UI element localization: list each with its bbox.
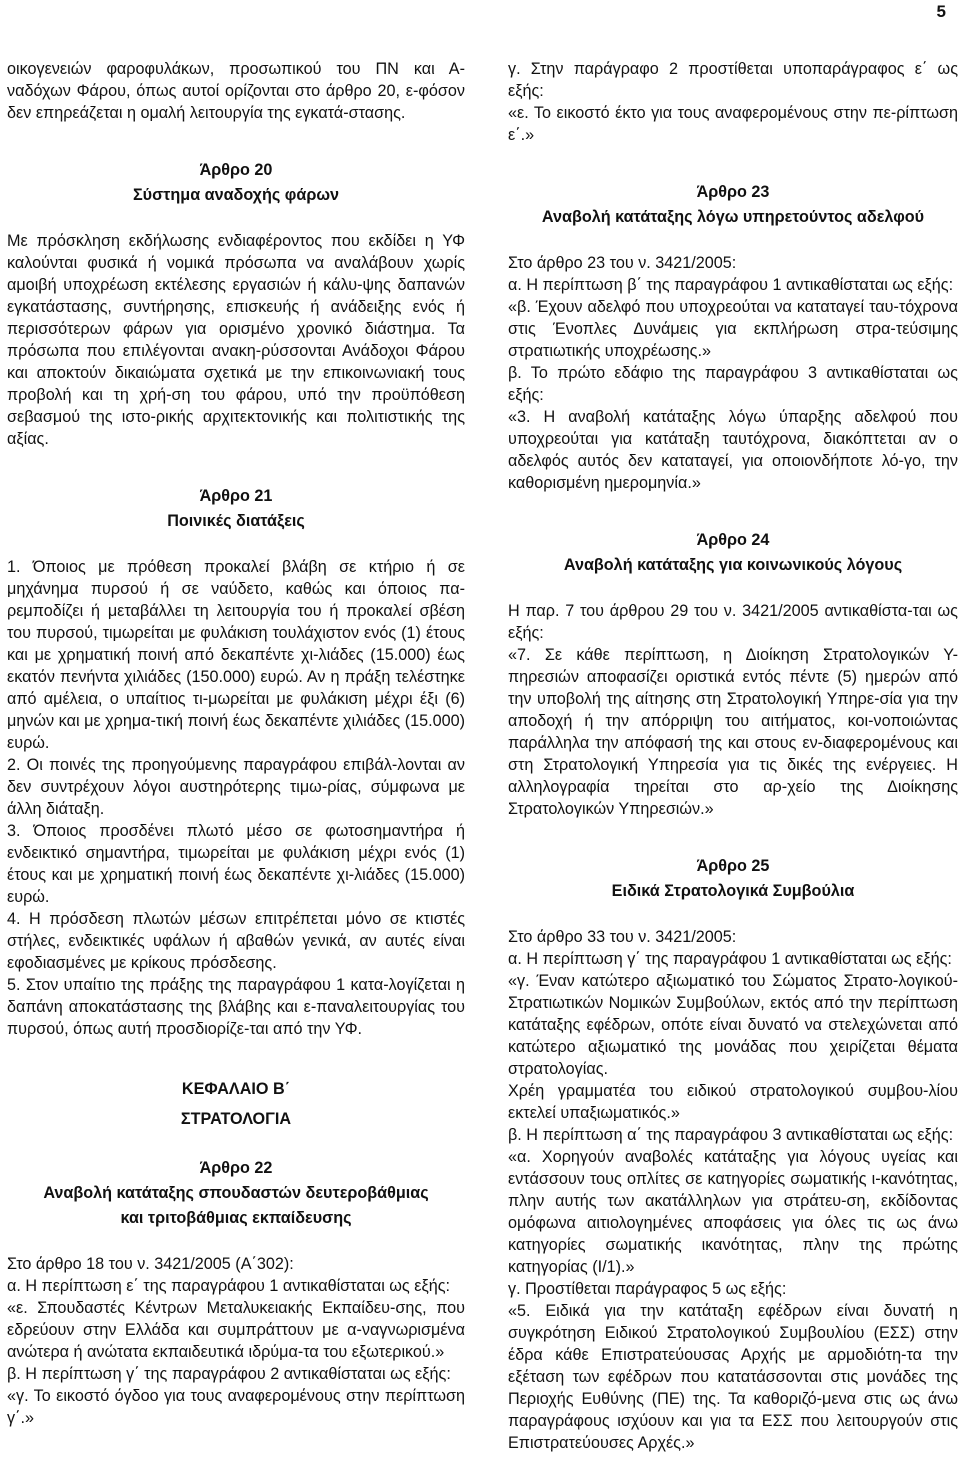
right-column: [508, 58, 958, 1454]
article-22-line-1: Στο άρθρο 18 του ν. 3421/2005 (Α΄302):: [7, 1255, 294, 1273]
article-25-line-3: «γ. Έναν κατώτερο αξιωματικό του Σώματος Στρατο-λογικού-Στρατιωτικών Νομικών Συμβούλων, εκτός από την περίπτωση κατάταξης εφέδρων, οπότε είναι δυνατό να στελεχώνεται από κατώτερο αξιωματικό της μονάδας που χειρίζεται θέματα στρατολογίας.: [508, 972, 958, 1078]
article-20-subtitle: Σύστημα αναδοχής φάρων: [132, 186, 340, 204]
article-25-title: Άρθρο 25: [696, 857, 770, 875]
article-23-line-5: «3. Η αναβολή κατάταξης λόγω ύπαρξης αδελφού που υποχρεούται για κατάταξη ταυτόχρονα, διακόπτεται αν ο αδελφός αυτός δεν καταταγεί, για οποιονδήποτε λό-γο, την καθορισμένη ημερομηνία.»: [508, 408, 958, 492]
chapter-title: ΚΕΦΑΛΑΙΟ Β΄: [181, 1080, 291, 1098]
article-24-line-2: «7. Σε κάθε περίπτωση, η Διοίκηση Στρατολογικών Υ-πηρεσιών αποφασίζει οριστικά εντός πέντε (5) ημερών από την υποβολή της αίτησης στη Στρατολογική Υπηρε-σία για την αποδοχή ή την απόρριψη του αιτήματος, κοι-νοποιώντας παράλληλα την απόφασή της και στους εν-διαφερομένους και στη Στρατολογική Υπηρεσία για τις δικές της ενέργειες. Η αλληλογραφία τηρείται στο αρ-χείο της Διοίκησης Στρατολογικών Υπηρεσιών.»: [508, 646, 958, 818]
article-21-paragraph-1: 1. Όποιος με πρόθεση προκαλεί βλάβη σε κτήριο ή σε μηχάνημα πυρσού ή σε ναύδετο, καθώς και όποιος πα-ρεμποδίζει ή μεταβάλλει τη λειτουργία του ή προκαλεί σβέση του πυρσού, τιμωρείται με φυλάκιση τουλάχιστον ενός (1) έτους και με χρηματική ποινή από δεκαπέντε χι-λιάδες (15.000) έως εκατόν πενήντα χιλιάδες (150.000) ευρώ. Αν η πράξη τελέστηκε από αμέλεια, ο υπαίτιος τι-μωρείται με φυλάκιση μέχρι έξι (6) μηνών και με χρημα-τική ποινή έως δεκαπέντε χιλιάδες (15.000) ευρώ.: [7, 558, 465, 752]
article-21-paragraph-3: 3. Όποιος προσδένει πλωτό μέσο σε φωτοσημαντήρα ή ενδεικτικό σημαντήρα, τιμωρείται με φυλάκιση μέχρι ενός (1) έτους και με χρηματική ποινή έως δεκαπέντε χι-λιάδες (15.000) ευρώ.: [7, 822, 465, 906]
article-20-title: Άρθρο 20: [199, 161, 273, 179]
article-20-text: Με πρόσκληση εκδήλωσης ενδιαφέροντος που εκδίδει η ΥΦ καλούνται φυσικά ή νομικά πρόσωπα να αναλάβουν χωρίς αμοιβή υποχρέωση εκτέλεσης εργασιών ή κάλυ-ψης δαπανών εγκατάστασης, συντήρησης, επισκευής ή ανάδειξης ενός ή περισσότερων φάρων για ορισμένο χρονικό διάστημα. Τα πρόσωπα που επιλέγονται ανακη-ρύσσονται Ανάδοχοι Φάρου και αποκτούν δικαιώματα σχετικά με την επικοινωνιακή τους προβολή και τη χρή-ση του φάρου, υπό την προϋπόθεση σεβασμού της ιστο-ρικής αρχιτεκτονικής και πολιτιστικής της αξίας.: [7, 232, 465, 448]
article-24-subtitle: Αναβολή κατάταξης για κοινωνικούς λόγους: [563, 556, 903, 574]
article-25-line-6: «α. Χορηγούν αναβολές κατάταξης για λόγους υγείας και εντάσσουν τους οπλίτες σε κατηγορίες σωματικής ι-κανότητας, πλην αυτής των ακατάλληλων για στράτευ-ση, εκδίδοντας ομόφωνα αιτιολογημένες αποφάσεις για όλες τις ως άνω κατηγορίες σωματικής ικανότητας, πλην της πρώτης κατηγορίας (Ι/1).»: [508, 1148, 958, 1276]
article-21-subtitle: Ποινικές διατάξεις: [167, 512, 305, 530]
article-25-line-1: Στο άρθρο 33 του ν. 3421/2005:: [508, 928, 737, 946]
article-21-paragraph-2: 2. Οι ποινές της προηγούμενης παραγράφου επιβάλ-λονται αν δεν συντρέχουν λόγοι αυστηρότερης τιμω-ρίας, σύμφωνα με άλλη διάταξη.: [7, 756, 465, 818]
article-22-line-2: α. Η περίπτωση ε΄ της παραγράφου 1 αντικαθίσταται ως εξής:: [7, 1277, 450, 1295]
article-25-line-7: γ. Προστίθεται παράγραφος 5 ως εξής:: [508, 1280, 787, 1298]
article-21-title: Άρθρο 21: [199, 487, 273, 505]
article-22-line-5: «γ. Το εικοστό όγδοο για τους αναφερομένους στην περίπτωση γ΄.»: [7, 1387, 465, 1427]
article-22-subtitle-2: και τριτοβάθμιας εκπαίδευσης: [120, 1209, 352, 1227]
article-23-subtitle: Αναβολή κατάταξης λόγω υπηρετούντος αδελφού: [541, 208, 925, 226]
article-21-paragraph-5: 5. Στον υπαίτιο της πράξης της παραγράφου 1 κατα-λογίζεται η δαπάνη αποκατάστασης της βλάβης και ε-παναλειτουργίας του πυρσού, όπως αυτή προσδιορίζε-ται από την ΥΦ.: [7, 976, 465, 1038]
article-25-line-5: β. Η περίπτωση α΄ της παραγράφου 3 αντικαθίσταται ως εξής:: [508, 1126, 954, 1144]
article-22-cont-line-2: «ε. Το εικοστό έκτο για τους αναφερομένους στην πε-ρίπτωση ε΄.»: [508, 104, 958, 144]
page-number: 5: [936, 2, 946, 21]
article-23-line-1: Στο άρθρο 23 του ν. 3421/2005:: [508, 254, 737, 272]
article-25-line-2: α. Η περίπτωση γ΄ της παραγράφου 1 αντικαθίσταται ως εξής:: [508, 950, 952, 968]
left-column: [7, 58, 465, 1429]
article-22-line-4: β. Η περίπτωση γ΄ της παραγράφου 2 αντικαθίσταται ως εξής:: [7, 1365, 451, 1383]
article-22-subtitle-1: Αναβολή κατάταξης σπουδαστών δευτεροβάθμιας: [43, 1184, 429, 1202]
article-22-title: Άρθρο 22: [199, 1159, 273, 1177]
article-23-line-4: β. Το πρώτο εδάφιο της παραγράφου 3 αντικαθίσταται ως εξής:: [508, 364, 958, 404]
article-23-line-2: α. Η περίπτωση β΄ της παραγράφου 1 αντικαθίσταται ως εξής:: [508, 276, 954, 294]
article-23-line-3: «β. Έχουν αδελφό που υποχρεούται να καταταγεί ταυ-τόχρονα στις Ένοπλες Δυνάμεις για εκπλήρωση στρα-τεύσιμης στρατιωτικής υποχρέωσης.»: [508, 298, 958, 360]
article-21-paragraph-4: 4. Η πρόσδεση πλωτών μέσων επιτρέπεται μόνο σε κτιστές στήλες, ενδεικτικές υφάλων ή αβαθών γενικά, αν αυτές είναι εφοδιασμένες με κρίκους πρόσδεσης.: [7, 910, 465, 972]
article-25-subtitle: Ειδικά Στρατολογικά Συμβούλια: [611, 882, 855, 900]
article-24-line-1: Η παρ. 7 του άρθρου 29 του ν. 3421/2005 αντικαθίστα-ται ως εξής:: [508, 602, 958, 642]
chapter-subtitle: ΣΤΡΑΤΟΛΟΓΙΑ: [180, 1110, 292, 1128]
article-24-title: Άρθρο 24: [696, 531, 770, 549]
article-22-cont-line-1: γ. Στην παράγραφο 2 προστίθεται υποπαράγραφος ε΄ ως εξής:: [508, 60, 958, 100]
intro-paragraph: οικογενειών φαροφυλάκων, προσωπικού του ΠΝ και Α-ναδόχων Φάρου, όπως αυτοί ορίζονται στο άρθρο 20, ε-φόσον δεν επηρεάζεται η ομαλή λειτουργία της εγκατά-στασης.: [7, 60, 465, 122]
article-25-line-4: Χρέη γραμματέα του ειδικού στρατολογικού συμβου-λίου εκτελεί υπαξιωματικός.»: [508, 1082, 958, 1122]
article-23-title: Άρθρο 23: [696, 183, 770, 201]
article-22-line-3: «ε. Σπουδαστές Κέντρων Μεταλυκειακής Εκπαίδευ-σης, που εδρεύουν στην Ελλάδα και συμπράττουν με α-ναγνωρισμένα ανώτερα ή ανώτατα εκπαιδευτικά ιδρύμα-τα του εξωτερικού.»: [7, 1299, 465, 1361]
article-25-line-8: «5. Ειδικά για την κατάταξη εφέδρων είναι δυνατή η συγκρότηση Ειδικού Στρατολογικού Συμβουλίου (ΕΣΣ) στην έδρα κάθε Επιστρατεύουσας Αρχής με αρμοδιότη-τα την εξέταση των εφέδρων που κατατάσσονται στις μονάδες της Περιοχής Ευθύνης (ΠΕ) της. Τα καθοριζό-μενα στις ως άνω παραγράφους ισχύουν και για τα ΕΣΣ που λειτουργούν στις Επιστρατεύουσες Αρχές.»: [508, 1302, 958, 1452]
